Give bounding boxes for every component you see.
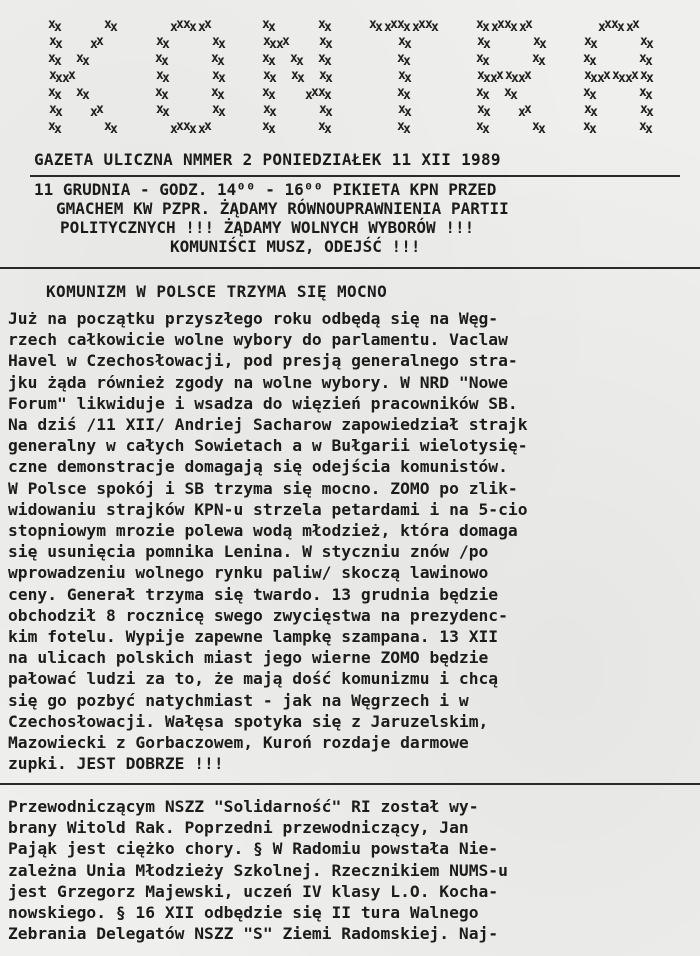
svg-text:x: x	[617, 20, 625, 35]
svg-text:x: x	[598, 20, 606, 35]
article-line: Na dziś /11 XII/ Andriej Sacharow zapowiedział strajk	[8, 415, 528, 435]
svg-text:x: x	[55, 105, 63, 120]
svg-text:x: x	[483, 37, 491, 52]
svg-text:x: x	[90, 105, 98, 120]
svg-text:x: x	[104, 119, 112, 134]
svg-text:x: x	[204, 17, 212, 32]
svg-text:x: x	[640, 68, 648, 83]
svg-text:x: x	[104, 17, 112, 32]
svg-text:x: x	[218, 105, 226, 120]
article-line: Przewodniczącym NSZZ "Solidarność" RI został wy-	[8, 797, 479, 816]
svg-text:x: x	[375, 20, 383, 35]
svg-text:x: x	[218, 37, 226, 52]
svg-text:x: x	[62, 71, 70, 86]
article-line: Czechosłowacji. Wałęsa spotyka się z Jaruzelskim,	[8, 711, 489, 731]
article-line: jest Grzegorz Majewski, uczeń IV klasy L.O. Kocha-	[8, 881, 499, 901]
svg-text:x: x	[611, 17, 619, 32]
article-line: czne demonstracje domagają się odejścia komunistów.	[8, 457, 508, 477]
svg-text:x: x	[268, 20, 276, 35]
article-line: obchodził 8 rocznicę swego zwycięstwa na prezydenc-	[8, 605, 508, 625]
svg-text:x: x	[519, 20, 527, 35]
svg-text:x: x	[68, 68, 76, 83]
article-line: kim fotelu. Wypije zapewne lampkę szampana. 13 XII	[8, 627, 499, 647]
svg-text:x: x	[189, 122, 197, 137]
svg-text:x: x	[590, 71, 598, 86]
svg-text:x: x	[183, 119, 191, 134]
article-line: Już na początku przyszłego roku odbędą się na Węg-	[8, 309, 499, 328]
article-line: stopniowym mrozie polewa wodą młodzież, która domaga	[8, 521, 518, 541]
svg-text:x: x	[518, 71, 526, 86]
svg-text:x: x	[54, 88, 62, 103]
svg-text:x: x	[263, 68, 271, 83]
svg-text:x: x	[398, 34, 406, 49]
svg-text:x: x	[477, 102, 485, 117]
svg-text:x: x	[54, 20, 62, 35]
svg-text:x: x	[384, 20, 392, 35]
svg-text:x: x	[518, 105, 526, 120]
svg-text:x: x	[262, 51, 270, 66]
svg-text:x: x	[183, 17, 191, 32]
svg-text:x: x	[403, 122, 411, 137]
svg-text:x: x	[218, 71, 226, 86]
article-line: widowaniu strajków KPN-u strzela petardami i na 5-cio	[8, 499, 528, 519]
svg-text:x: x	[48, 17, 56, 32]
svg-text:x: x	[640, 34, 648, 49]
article-line: się go pozbyć natychmiast - jak na Węgrzech i w	[8, 690, 469, 710]
svg-text:x: x	[497, 17, 505, 32]
svg-text:x: x	[162, 105, 170, 120]
svg-text:x: x	[176, 17, 184, 32]
svg-text:x: x	[639, 119, 647, 134]
article-line: W Polsce spokój i SB trzyma się mocno. ZOMO po zlik-	[8, 478, 518, 498]
article-line: na ulicach polskich miast jego wierne ZOMO będzie	[8, 648, 489, 668]
svg-text:x: x	[397, 119, 405, 134]
svg-text:x: x	[82, 88, 90, 103]
svg-text:x: x	[54, 122, 62, 137]
notice-line: 11 GRUDNIA - GODZ. 14⁰⁰ - 16⁰⁰ PIKIETA KPN PRZED	[34, 180, 497, 199]
svg-text:x: x	[482, 54, 490, 69]
svg-text:x: x	[296, 54, 304, 69]
article-line: generalny w całych Sowietach a w Bułgarii wielotysię-	[8, 436, 528, 456]
svg-text:x: x	[55, 37, 63, 52]
masthead-title-graphic	[0, 0, 700, 150]
svg-text:x: x	[162, 71, 170, 86]
svg-text:x: x	[155, 85, 163, 100]
svg-text:x: x	[318, 119, 326, 134]
svg-text:x: x	[217, 54, 225, 69]
svg-text:x: x	[476, 119, 484, 134]
svg-text:x: x	[319, 34, 327, 49]
svg-text:x: x	[533, 34, 541, 49]
svg-text:x: x	[483, 71, 491, 86]
svg-text:x: x	[262, 85, 270, 100]
svg-text:x: x	[590, 37, 598, 52]
svg-text:x: x	[482, 122, 490, 137]
issue-line: GAZETA ULICZNA NMMER 2 PONIEDZIAŁEK 11 XII 1989	[34, 150, 501, 169]
svg-text:x: x	[631, 68, 639, 83]
masthead	[0, 0, 700, 150]
svg-text:x: x	[645, 88, 653, 103]
svg-text:x: x	[476, 85, 484, 100]
svg-text:x: x	[510, 20, 518, 35]
article-line: ceny. Generał trzyma się twardo. 13 grudnia będzie	[8, 584, 499, 604]
masthead-letter	[155, 17, 226, 137]
svg-text:x: x	[324, 122, 332, 137]
svg-text:x: x	[198, 122, 206, 137]
svg-text:x: x	[404, 105, 412, 120]
svg-text:x: x	[646, 105, 654, 120]
svg-text:x: x	[510, 88, 518, 103]
svg-text:x: x	[325, 71, 333, 86]
svg-text:x: x	[618, 71, 626, 86]
svg-text:x: x	[276, 37, 284, 52]
svg-text:x: x	[604, 17, 612, 32]
svg-text:x: x	[626, 20, 634, 35]
svg-text:x: x	[490, 71, 498, 86]
svg-text:x: x	[418, 17, 426, 32]
svg-text:x: x	[583, 85, 591, 100]
svg-text:x: x	[318, 85, 326, 100]
svg-text:x: x	[262, 17, 270, 32]
svg-text:x: x	[390, 17, 398, 32]
svg-text:x: x	[482, 88, 490, 103]
svg-text:x: x	[532, 119, 540, 134]
svg-text:x: x	[412, 20, 420, 35]
svg-text:x: x	[538, 54, 546, 69]
svg-text:x: x	[524, 102, 532, 117]
svg-text:x: x	[204, 119, 212, 134]
article-line: zupki. JEST DOBRZE !!!	[8, 754, 224, 774]
svg-text:x: x	[161, 88, 169, 103]
svg-text:x: x	[269, 71, 277, 86]
svg-text:x: x	[156, 68, 164, 83]
svg-text:x: x	[584, 102, 592, 117]
news-briefs	[8, 796, 698, 944]
svg-text:x: x	[212, 102, 220, 117]
svg-text:x: x	[49, 102, 57, 117]
svg-text:x: x	[156, 34, 164, 49]
svg-text:x: x	[198, 20, 206, 35]
svg-text:x: x	[161, 54, 169, 69]
notice-line: POLITYCZNYCH !!! ŻĄDAMY WOLNYCH WYBORÓW !!!	[60, 218, 475, 237]
svg-text:x: x	[612, 68, 620, 83]
article-line: jku żąda również zgody na wolne wybory. W NRD "Nowe	[8, 372, 508, 392]
svg-text:x: x	[597, 71, 605, 86]
article-line: Zebrania Delegatów NSZZ "S" Ziemi Radomskiej. Naj-	[8, 924, 499, 944]
svg-text:x: x	[397, 85, 405, 100]
svg-text:x: x	[189, 20, 197, 35]
svg-text:x: x	[403, 54, 411, 69]
svg-text:x: x	[291, 68, 299, 83]
svg-text:x: x	[212, 34, 220, 49]
svg-text:x: x	[524, 68, 532, 83]
svg-text:x: x	[369, 17, 377, 32]
svg-text:x: x	[483, 105, 491, 120]
svg-text:x: x	[217, 88, 225, 103]
svg-text:x: x	[268, 122, 276, 137]
svg-text:x: x	[170, 122, 178, 137]
svg-text:x: x	[269, 37, 277, 52]
article-line: nowskiego. § 16 XII odbędzie się II tura Walnego	[8, 903, 479, 923]
svg-text:x: x	[110, 20, 118, 35]
svg-text:x: x	[211, 85, 219, 100]
svg-text:x: x	[76, 51, 84, 66]
svg-text:x: x	[398, 102, 406, 117]
svg-text:x: x	[54, 54, 62, 69]
article-body	[8, 308, 698, 774]
svg-text:x: x	[404, 37, 412, 52]
article-line: brany Witold Rak. Poprzedni przewodniczący, Jan	[8, 818, 469, 838]
svg-text:x: x	[268, 88, 276, 103]
article-line: zależna Unia Młodzieży Szkolnej. Rzecznikiem NUMS-u	[8, 860, 508, 880]
svg-text:x: x	[110, 122, 118, 137]
svg-text:x: x	[504, 17, 512, 32]
svg-text:x: x	[325, 37, 333, 52]
svg-text:x: x	[211, 51, 219, 66]
svg-text:x: x	[589, 54, 597, 69]
svg-text:x: x	[404, 71, 412, 86]
svg-text:x: x	[162, 37, 170, 52]
notice-line: GMACHEM KW PZPR. ŻĄDAMY RÓWNOUPRAWNIENIA PARTII	[56, 199, 509, 218]
article-line: się usunięcia pomnika Lenina. W styczniu znów /po	[8, 542, 489, 562]
svg-text:x: x	[96, 34, 104, 49]
svg-text:x: x	[90, 37, 98, 52]
article-line: pałować ludzi za to, że mają dość komunizmu i chcą	[8, 669, 499, 689]
svg-text:x: x	[324, 54, 332, 69]
svg-text:x: x	[311, 85, 319, 100]
svg-text:x: x	[176, 119, 184, 134]
svg-text:x: x	[319, 68, 327, 83]
svg-text:x: x	[646, 71, 654, 86]
svg-text:x: x	[305, 88, 313, 103]
svg-text:x: x	[282, 34, 290, 49]
svg-text:x: x	[645, 122, 653, 137]
svg-text:x: x	[511, 71, 519, 86]
article-line: Havel w Czechosłowacji, pod presją generalnego stra-	[8, 351, 518, 371]
article-line: Forum" likwiduje i wsadza do więzień pracowników SB.	[8, 393, 518, 413]
svg-text:x: x	[397, 17, 405, 32]
svg-text:x: x	[318, 17, 326, 32]
masthead-letter	[262, 17, 333, 137]
svg-text:x: x	[48, 119, 56, 134]
svg-text:x: x	[632, 17, 640, 32]
svg-text:x: x	[398, 68, 406, 83]
svg-text:x: x	[49, 34, 57, 49]
svg-text:x: x	[55, 71, 63, 86]
svg-text:x: x	[325, 105, 333, 120]
svg-text:x: x	[646, 37, 654, 52]
svg-text:x: x	[538, 122, 546, 137]
svg-text:x: x	[324, 20, 332, 35]
svg-text:x: x	[584, 68, 592, 83]
svg-text:x: x	[48, 85, 56, 100]
svg-text:x: x	[170, 20, 178, 35]
svg-text:x: x	[504, 85, 512, 100]
svg-text:x: x	[96, 102, 104, 117]
article-line: Pająk jest ciężko chory. § W Radomiu powstała Nie-	[8, 839, 499, 859]
svg-text:x: x	[269, 105, 277, 120]
svg-text:x: x	[297, 71, 305, 86]
svg-text:x: x	[589, 122, 597, 137]
svg-text:x: x	[82, 54, 90, 69]
svg-text:x: x	[318, 51, 326, 66]
masthead-letter	[369, 17, 439, 137]
svg-text:x: x	[324, 88, 332, 103]
svg-text:x: x	[262, 119, 270, 134]
article-line: wprowadzeniu wolnego rynku paliw/ skoczą lawinowo	[8, 563, 489, 583]
svg-text:x: x	[477, 68, 485, 83]
svg-text:x: x	[639, 85, 647, 100]
svg-text:x: x	[491, 20, 499, 35]
svg-text:x: x	[156, 102, 164, 117]
svg-text:x: x	[263, 34, 271, 49]
svg-text:x: x	[319, 102, 327, 117]
article-headline: KOMUNIZM W POLSCE TRZYMA SIĘ MOCNO	[46, 282, 388, 301]
svg-text:x: x	[48, 51, 56, 66]
svg-text:x: x	[425, 17, 433, 32]
svg-text:x: x	[583, 119, 591, 134]
divider	[0, 783, 700, 785]
svg-text:x: x	[640, 102, 648, 117]
svg-text:x: x	[505, 68, 513, 83]
masthead-letter	[583, 17, 654, 137]
svg-text:x: x	[482, 20, 490, 35]
svg-text:x: x	[49, 68, 57, 83]
svg-text:x: x	[532, 51, 540, 66]
svg-text:x: x	[290, 51, 298, 66]
divider	[30, 175, 680, 177]
svg-text:x: x	[76, 85, 84, 100]
svg-text:x: x	[431, 20, 439, 35]
masthead-letter	[48, 17, 118, 137]
svg-text:x: x	[583, 51, 591, 66]
svg-text:x: x	[590, 105, 598, 120]
svg-text:x: x	[476, 17, 484, 32]
divider	[0, 267, 700, 269]
svg-text:x: x	[584, 34, 592, 49]
svg-text:x: x	[645, 54, 653, 69]
svg-text:x: x	[403, 88, 411, 103]
svg-text:x: x	[525, 17, 533, 32]
svg-text:x: x	[263, 102, 271, 117]
svg-text:x: x	[476, 51, 484, 66]
masthead-letter	[476, 17, 547, 137]
svg-text:x: x	[496, 68, 504, 83]
svg-text:x: x	[589, 88, 597, 103]
svg-text:x: x	[268, 54, 276, 69]
article-line: Mazowiecki z Gorbaczowem, Kuroń rozdaje darmowe	[8, 733, 469, 753]
article-line: rzech całkowicie wolne wybory do parlamentu. Vaclaw	[8, 330, 508, 350]
notice-line: KOMUNIŚCI MUSZ, ODEJŚĆ !!!	[170, 237, 421, 256]
svg-text:x: x	[639, 51, 647, 66]
svg-text:x: x	[539, 37, 547, 52]
svg-text:x: x	[403, 20, 411, 35]
svg-text:x: x	[477, 34, 485, 49]
svg-text:x: x	[625, 71, 633, 86]
picket-notice	[30, 180, 680, 256]
svg-text:x: x	[155, 51, 163, 66]
svg-text:x: x	[212, 68, 220, 83]
svg-text:x: x	[603, 68, 611, 83]
svg-text:x: x	[397, 51, 405, 66]
